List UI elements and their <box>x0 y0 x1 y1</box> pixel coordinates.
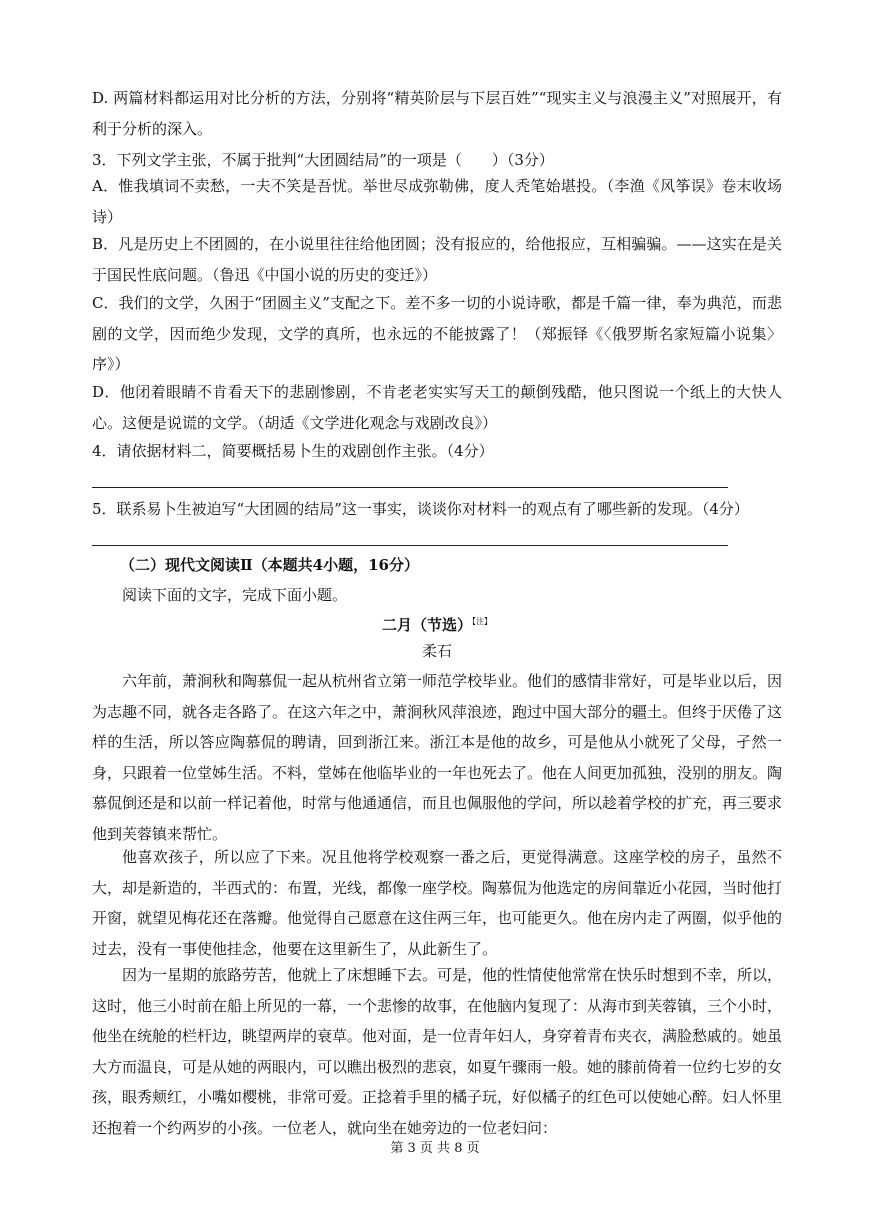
article-paragraph-3: 因为一星期的旅路劳苦，他就上了床想睡下去。可是，他的性情使他常常在快乐时想到不幸，所以，这时，他三小时前在船上所见的一幕，一个悲惨的故事，在他脑内复现了：从海市到芙蓉镇，三个小时，他坐在统舱的栏杆边，眺望两岸的衰草。他对面，是一位青年妇人，身穿着青布夹衣，满脸愁戚的。她虽大方而温良，可是从她的两眼内，可以瞧出极烈的悲哀，如夏午骤雨一般。她的膝前倚着一位约七岁的女孩，眼秀颊红，小嘴如樱桃，非常可爱。正捻着手里的橘子玩，好似橘子的红色可以使她心醉。妇人怀里还抱着一个约两岁的小孩。一位老人，就向坐在她旁边的一位老妇问： <box>92 966 783 1137</box>
q3-option-a: A．惟我填词不卖愁，一夫不笑是吾忧。举世尽成弥勒佛，度人秃笔始堪投。（李渔《风筝误》卷末收场诗） <box>92 177 782 226</box>
q3-option-d: D．他闭着眼睛不肯看天下的悲剧惨剧，不肯老老实实写天工的颠倒残酷，他只图说一个纸上的大快人心。这便是说谎的文学。（胡适《文学进化观念与戏剧改良》） <box>92 383 782 432</box>
q5-stem: 5．联系易卜生被迫写“大团圆的结局”这一事实，谈谈你对材料一的观点有了哪些新的发现。（4分） <box>92 500 749 518</box>
article-paragraph-1: 六年前，萧涧秋和陶慕侃一起从杭州省立第一师范学校毕业。他们的感情非常好，可是毕业以后，因为志趣不同，就各走各路了。在这六年之中，萧涧秋风萍浪迹，跑过中国大部分的疆土。但终于厌倦了这样的生活，所以答应陶慕侃的聘请，回到浙江来。浙江本是他的故乡，可是他从小就死了父母，孑然一身，只跟着一位堂姊生活。不料，堂姊在他临毕业的一年也死去了。他在人间更加孤独，没别的朋友。陶慕侃倒还是和以前一样记着他，时常与他通通信，而且也佩服他的学问，所以趁着学校的扩充，再三要求他到芙蓉镇来帮忙。 <box>92 672 783 843</box>
article-paragraph-2: 他喜欢孩子，所以应了下来。况且他将学校观察一番之后，更觉得满意。这座学校的房子，虽然不大，却是新造的，半西式的：布置，光线，都像一座学校。陶慕侃为他选定的房间靠近小花园，当时他打开窗，就望见梅花还在落瓣。他觉得自己愿意在这住两三年，也可能更久。他在房内走了两圈，似乎他的过去，没有一事使他挂念，他要在这里新生了，从此新生了。 <box>92 848 783 958</box>
q3-option-b: B．凡是历史上不团圆的，在小说里往往给他团圆；没有报应的，给他报应，互相骗骗。——这实在是关于国民性底问题。（鲁迅《中国小说的历史的变迁》） <box>92 235 782 284</box>
q4-stem: 4．请依据材料二，简要概括易卜生的戏剧创作主张。（4分） <box>92 442 494 460</box>
q3-stem: 3．下列文学主张，不属于批判“大团圆结局”的一项是（ ）（3分） <box>92 151 554 169</box>
article-title <box>92 610 782 637</box>
q5-answer-line <box>92 545 728 546</box>
section-title: （二）现代文阅读Ⅱ（本题共4小题，16分） <box>120 556 419 574</box>
page-footer: 第 3 页 共 8 页 <box>390 1141 480 1156</box>
article-author: 柔石 <box>421 642 452 660</box>
article-note-mark: 【注】 <box>472 617 492 626</box>
q3-option-c: C．我们的文学，久困于“团圆主义”支配之下。差不多一切的小说诗歌，都是千篇一律，奉为典范，而悲剧的文学，因而绝少发现，文学的真所，也永远的不能披露了！（郑振铎《〈俄罗斯名家短篇小说集〉序》） <box>92 294 782 373</box>
q4-answer-line <box>92 487 728 488</box>
article-title-text: 二月（节选） <box>381 616 472 634</box>
q2-option-d: D. 两篇材料都运用对比分析的方法，分别将“精英阶层与下层百姓”“现实主义与浪漫主义”对照展开，有利于分析的深入。 <box>92 89 782 138</box>
section-instruction: 阅读下面的文字，完成下面小题。 <box>122 586 348 604</box>
